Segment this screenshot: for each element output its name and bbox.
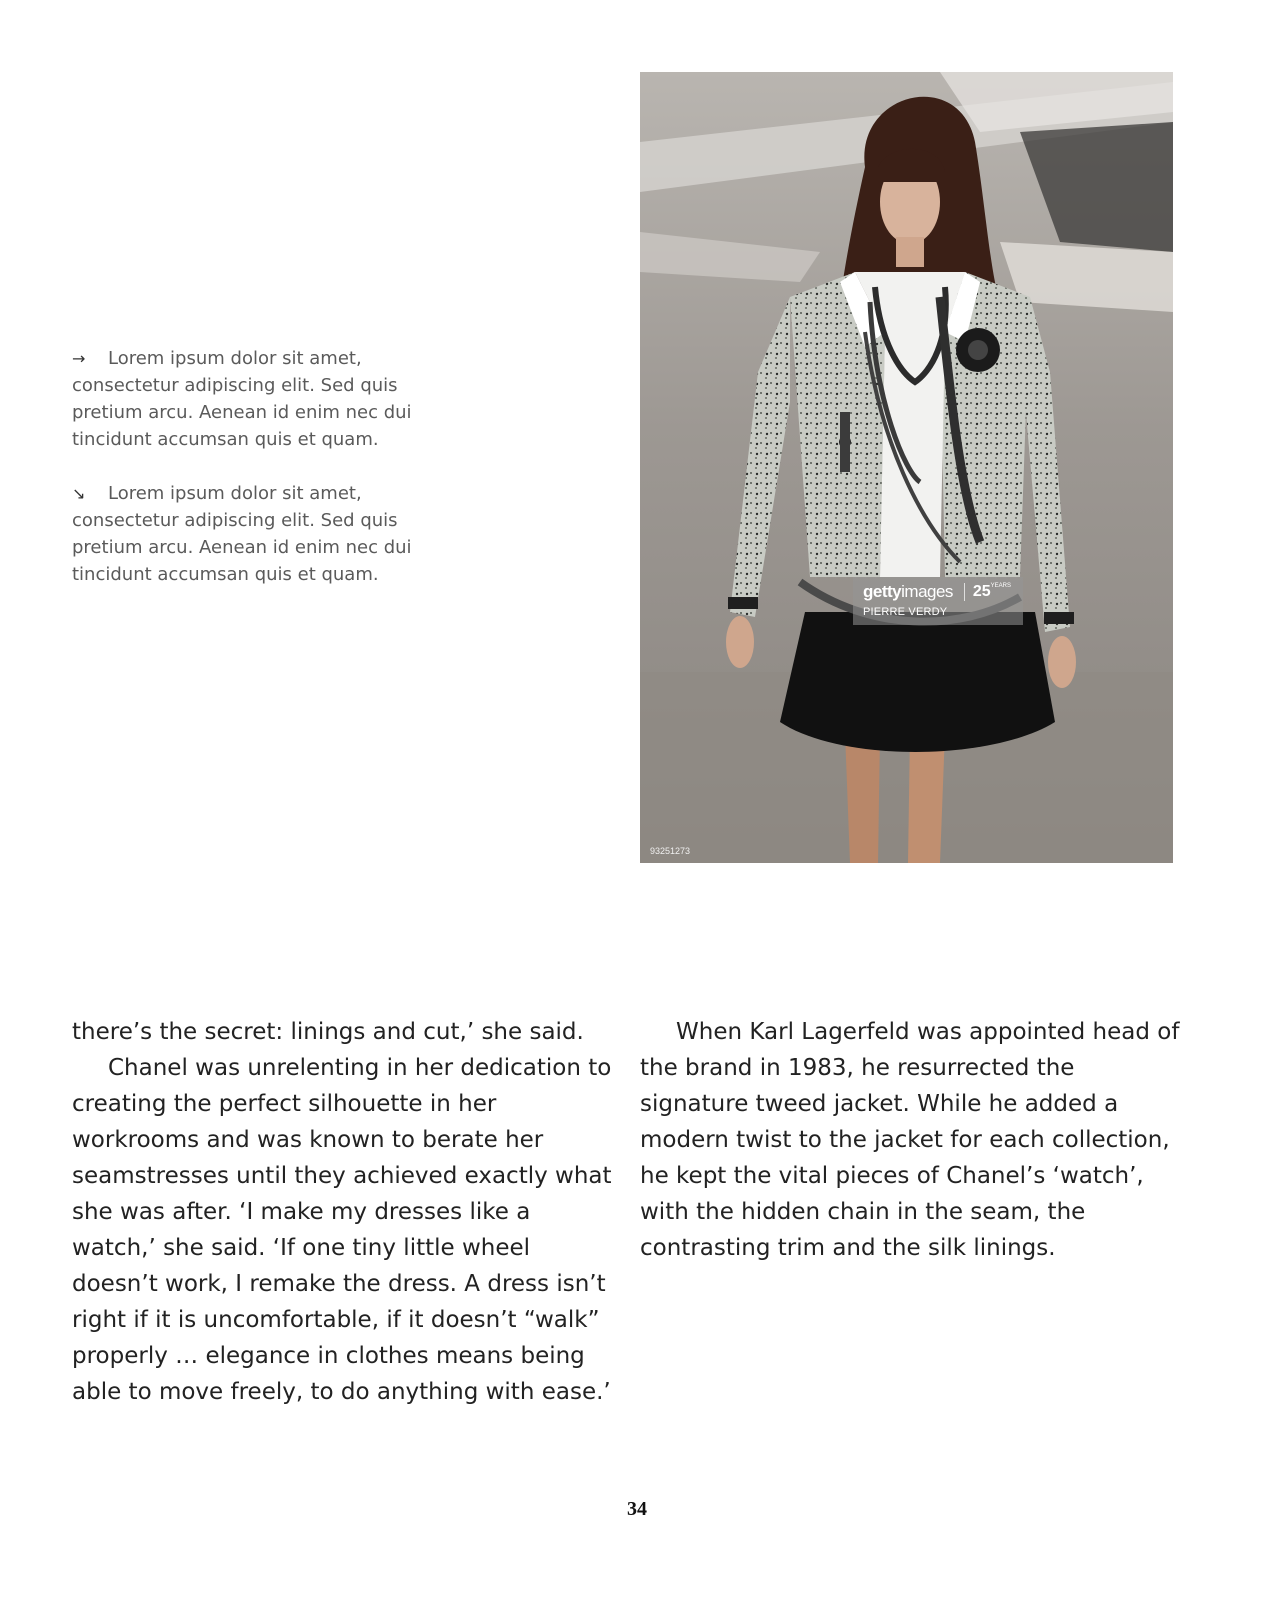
arrow-down-right-icon: ↘ (72, 484, 86, 503)
body-column-right (640, 1014, 1185, 1266)
runway-illustration (640, 72, 1173, 863)
paragraph: When Karl Lagerfeld was appointed head of the brand in 1983, he resurrected the signature tweed jacket. While he added a modern twist to the jacket for each collection, he kept the vital pieces of Chanel’s ‘watch’, with the hidden chain in the seam, the contrasting trim and the silk linings. (640, 1019, 1180, 1261)
image-id: 93251273 (650, 846, 691, 856)
caption-1-text: Lorem ipsum dolor sit amet, consectetur adipiscing elit. Sed quis pretium arcu. Aenean id enim nec dui tincidunt accumsan quis et quam. (72, 348, 412, 450)
runway-photo (640, 72, 1173, 863)
getty-images-watermark (853, 577, 1023, 625)
caption-2-text: Lorem ipsum dolor sit amet, consectetur adipiscing elit. Sed quis pretium arcu. Aenean id enim nec dui tincidunt accumsan quis et quam. (72, 483, 412, 585)
watermark-brand: gettyimages (863, 582, 953, 601)
caption-2 (72, 480, 417, 588)
watermark-years: $25^{YEARS}$ (964, 583, 1011, 601)
paragraph: Chanel was unrelenting in her dedication to creating the perfect silhouette in her workrooms and was known to berate her seamstresses until they achieved exactly what she was after. ‘I make my dresses like a watch,’ she said. ‘If one tiny little wheel doesn’t work, I remake the dress. A dress isn’t right if it is uncomfortable, if it doesn’t “walk” properly … elegance in clothes means being able to move freely, to do anything with ease.’ (72, 1055, 612, 1405)
photo-credit: PIERRE VERDY (863, 606, 948, 618)
arrow-right-icon: → (72, 349, 86, 368)
paragraph: there’s the secret: linings and cut,’ she said. (72, 1019, 584, 1045)
photo-captions (72, 345, 417, 615)
page-number: 34 (627, 1498, 647, 1520)
body-column-left (72, 1014, 617, 1410)
caption-1 (72, 345, 417, 453)
